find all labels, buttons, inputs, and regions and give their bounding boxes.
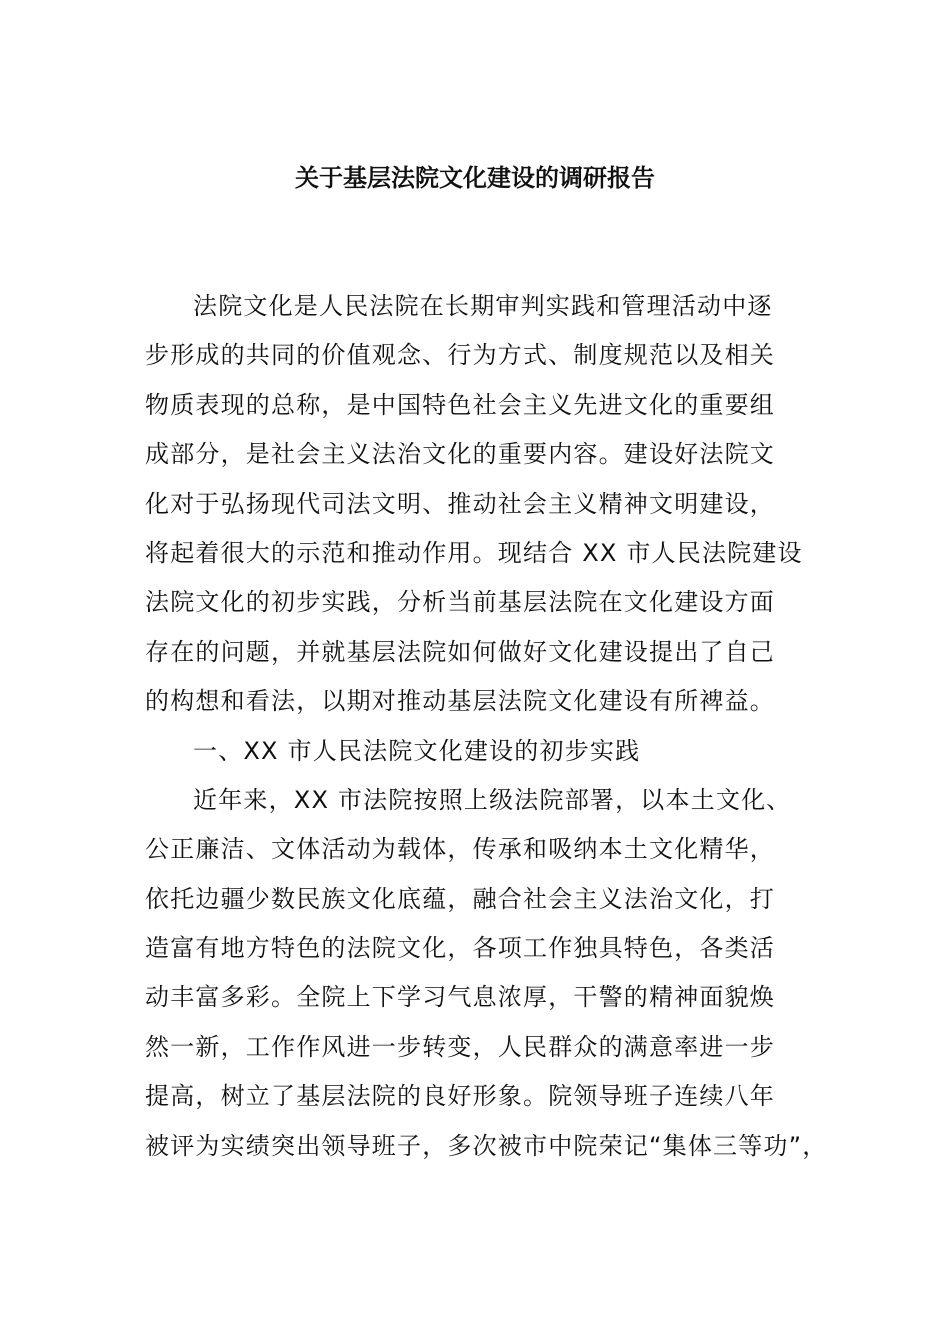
- body-line: 物质表现的总称，是中国特色社会主义先进文化的重要组: [145, 390, 775, 419]
- body-line: 成部分，是社会主义法治文化的重要内容。建设好法院文: [145, 440, 775, 469]
- body-line: 提高，树立了基层法院的良好形象。院领导班子连续八年: [145, 1082, 775, 1111]
- body-line: 近年来，XX 市法院按照上级法院部署，以本土文化、: [193, 785, 792, 814]
- body-line: 然一新，工作作风进一步转变，人民群众的满意率进一步: [145, 1032, 775, 1061]
- body-line: 动丰富多彩。全院上下学习气息浓厚，干警的精神面貌焕: [145, 983, 775, 1012]
- body-line: 存在的问题，并就基层法院如何做好文化建设提出了自己: [145, 637, 775, 666]
- body-line: 被评为实绩突出领导班子，多次被市中院荣记“集体三等功”，: [145, 1131, 828, 1160]
- body-line: 法院文化是人民法院在长期审判实践和管理活动中逐: [193, 292, 773, 320]
- body-line: 公正廉洁、文体活动为载体，传承和吸纳本土文化精华，: [145, 835, 775, 864]
- section-heading: 一、XX 市人民法院文化建设的初步实践: [193, 736, 641, 765]
- body-line: 依托边疆少数民族文化底蕴，融合社会主义法治文化，打: [145, 884, 775, 913]
- body-line: 造富有地方特色的法院文化，各项工作独具特色，各类活: [145, 934, 775, 963]
- body-line: 的构想和看法，以期对推动基层法院文化建设有所裨益。: [145, 687, 775, 716]
- body-line: 法院文化的初步实践，分析当前基层法院在文化建设方面: [145, 588, 775, 617]
- body-line: 步形成的共同的价值观念、行为方式、制度规范以及相关: [145, 341, 775, 370]
- document-title: 关于基层法院文化建设的调研报告: [295, 164, 655, 192]
- body-line: 将起着很大的示范和推动作用。现结合 XX 市人民法院建设: [145, 538, 803, 567]
- body-line: 化对于弘扬现代司法文明、推动社会主义精神文明建设，: [145, 489, 775, 518]
- document-body: [145, 282, 828, 1171]
